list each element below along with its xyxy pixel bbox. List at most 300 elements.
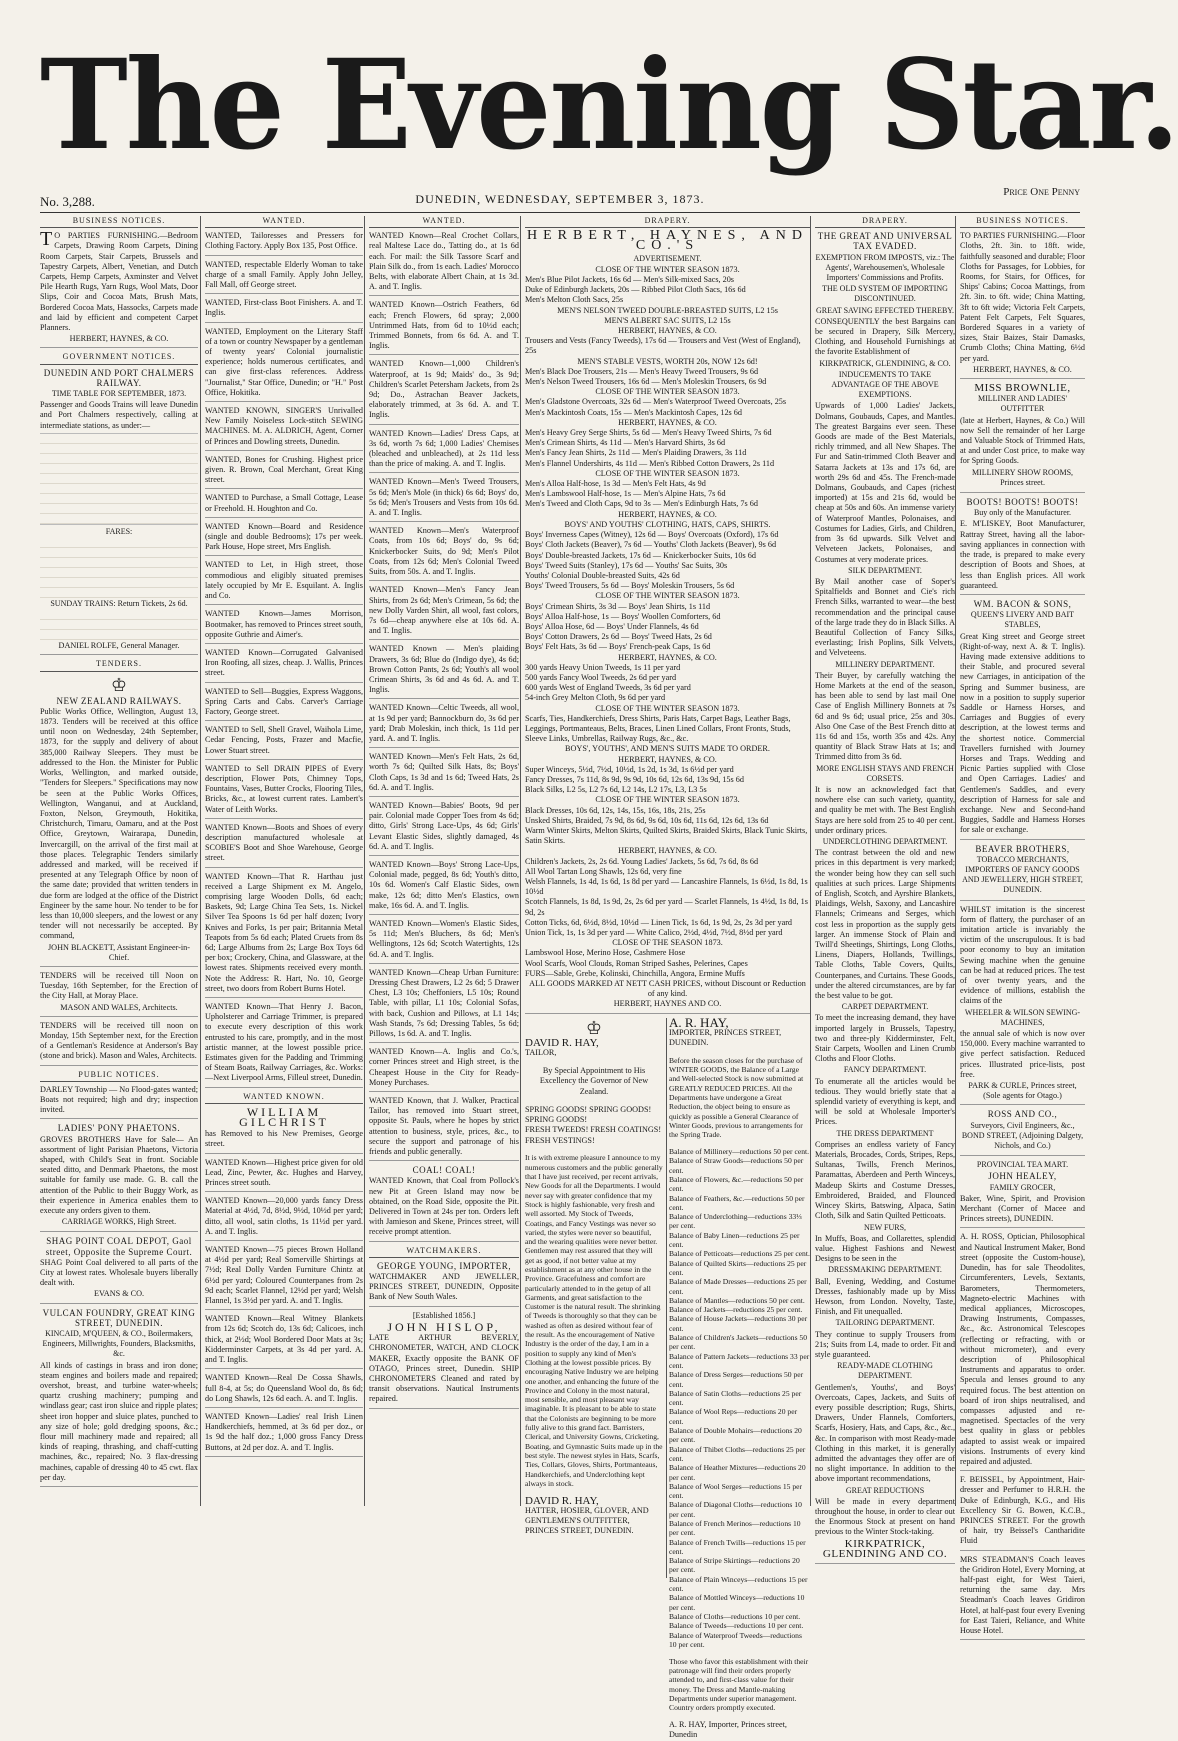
price-line: Men's Black Doe Trousers, 21s — Men's Heavy Tweed Trousers, 9s 6d — [525, 366, 759, 376]
price-line: Scarfs, Ties, Handkerchiefs, Dress Shirts, Paris Hats, Carpet Bags, Leather Bags, Leggings, Portmanteaus, Belts, Braces, Linen Lined Collars, Front Fronts, Studs, Sleeve Links, Umbrellas, Railway Rugs, &c., &c. — [525, 713, 791, 744]
price-line: Boys' Felt Hats, 3s 6d — Boys' French-peak Caps, 1s 6d — [525, 642, 711, 652]
ad-heading: THE GREAT AND UNIVERSAL TAX EVADED. — [817, 231, 953, 252]
ad-text: E. M'LISKEY, Boot Manufacturer, Rattray Street, having all the labor-saving appliances in connection with the trade, is prepared to make every description of Boots and Shoes, at less than English prices. All work guaranteed. — [960, 519, 1085, 590]
price-line: Men's Blue Pilot Jackets, 16s 6d — Men's Silk-mixed Sacs, 20s — [525, 275, 734, 285]
columns — [40, 216, 1085, 1740]
dept-heading: MILLINERY DEPARTMENT. — [835, 659, 935, 669]
price-line: FURS—Sable, Grebe, Kolinski, Chinchilla, Angora, Ermine Muffs — [525, 968, 745, 978]
reduction-line: Balance of Millinery—reductions 50 per cent. — [669, 1147, 810, 1157]
ad-text: WANTED to Purchase, a Small Cottage, Lease or Freehold. H. Houghton and Co. — [205, 493, 363, 513]
price-line: 500 yards Fancy Wool Tweeds, 2s 6d per yard — [525, 672, 677, 682]
ad-george-young — [369, 1261, 519, 1307]
price-line: Children's Jackets, 2s, 2s 6d. Young Ladies' Jackets, 5s 6d, 7s 6d, 8s 6d — [525, 856, 759, 866]
ad-heading: GEORGE YOUNG, IMPORTER, — [376, 1260, 512, 1271]
dept-text: Ball, Evening, Wedding, and Costume Dresses, fashionably made up by Miss Hewson, from London. Novelty, Taste, Finish, and Fit unequalled. — [815, 1276, 955, 1317]
price-line: Boys' Cotton Drawers, 2s 6d — Boys' Tweed Hats, 2s 6d — [525, 632, 712, 642]
reduction-line: Balance of Underclothing—reductions 33⅓ per cent. — [669, 1212, 802, 1231]
ad-subheading: GREAT SAVING EFFECTED THEREBY. — [815, 305, 955, 315]
section-header: WATCHMAKERS. — [369, 1246, 519, 1258]
ad-text: WANTED Known—That R. Harthau just received a Large Shipment ex M. Angelo, comprising large Wooden Dolls, 6d each; Baskets, 9d; Large China Tea Sets, 1s. Nickel Silver Tea Spoons 1s 6d per half dozen; Ivory Knives and Forks, 1s per pair; Britannia Metal Teapots from 5s 6d each; Plated Cruets from 8s 6d; Large Albums from 2s; Large Box Toys 6d per box; Crockery, China, and Glassware, at the lowest rates. Shipments received every month. Note the Address: R. Hart, No. 10, George street, two doors from Robert Burns Hotel. — [205, 871, 363, 993]
ad-text: WANTED Known, that Coal from Pollock's new Pit at Green Island may now be obtained, on the Road Side, opposite the Pit. Delivered in Town at 24s per ton. Orders left with Jamieson and Skene, Princes street, will receive prompt attention. — [369, 1176, 519, 1237]
dept-heading: DRESSMAKING DEPARTMENT. — [828, 1265, 942, 1275]
ad-text: WANTED Known—Real Crochet Collars, real Maltese Lace do., Tatting do., at 1s 6d each. For mail: the Silk Tassore Scarf and Plain Silk do., from 1s each. Ladies' Morocco Belts, with elaborate Albert Chain, at 1s 3d. A. and T. Inglis. — [369, 231, 519, 292]
ad-wanted — [205, 687, 363, 722]
reduction-line: Balance of Plain Winceys—reductions 15 per cent. — [669, 1574, 808, 1594]
ad-wanted — [369, 752, 519, 797]
reduction-line: Balance of Wool Serges—reductions 15 per cent. — [669, 1481, 803, 1501]
dept-text: To meet the increasing demand, they have imported largely in Brussels, Tapestry, two and three-ply Kidderminster, Felt, Stair Carpets, Woollen and Linen Crumb Cloths and Floor Cloths. — [815, 1013, 955, 1064]
price-line: MEN'S NELSON TWEED DOUBLE-BREASTED SUITS, L2 15s — [557, 305, 778, 315]
ad-text: WANTED Known—Babies' Boots, 9d per pair. Colonial made Copper Toes from 4s 6d; ditto, Girls' Strong Lace-Ups, 4s 6d; Girls' Levant Elastic Sides, slightly damaged, 4s 6d. A. and T. Inglis. — [369, 800, 519, 851]
reduction-line: Balance of Tweeds—reductions 10 per cent. — [669, 1621, 804, 1631]
ad-wanted — [369, 860, 519, 915]
price-line: CLOSE OF THE WINTER SEASON 1873. — [595, 591, 740, 601]
ad-beaver-brothers — [960, 844, 1085, 901]
reduction-line: Balance of Children's Jackets—reductions 50 per cent. — [669, 1333, 808, 1352]
ad-text: WANTED Known—20,000 yards fancy Dress Material at 4½d, 7d, 8½d, 9½d, 10½d per yard; ditto, all wool, satin cloths, 1s 11½d per yard. A. and T. Inglis. — [205, 1196, 363, 1236]
ad-heading: JOHN HISLOP, — [387, 1319, 501, 1334]
price-line: Duke of Edinburgh Jackets, 20s — Ribbed Pilot Cloth Sacs, 16s 6d — [525, 285, 746, 295]
reduction-line: Balance of Stripe Skirtings—reductions 20 per cent. — [669, 1556, 800, 1575]
price-line: Men's Fancy Jean Shirts, 2s 11d — Men's Plaiding Drawers, 3s 11d — [525, 448, 747, 458]
price-line: Boys' Tweed Trousers, 5s 6d — Boys' Moleskin Trousers, 5s 6d — [525, 581, 735, 591]
ad-wanted — [205, 1412, 363, 1457]
ad-subheading: TIME TABLE FOR SEPTEMBER, 1873. — [51, 389, 187, 399]
dept-heading: CARPET DEPARTMENT. — [841, 1002, 929, 1012]
price-line: HERBERT, HAYNES, & CO. — [618, 417, 717, 427]
issue-number: No. 3,288. — [40, 194, 95, 209]
price-line: Warm Winter Skirts, Melton Skirts, Quilted Skirts, Braided Skirts, Black Tunic Skirts, Satin Skirts. — [525, 825, 808, 846]
ad-bacon-stables — [960, 599, 1085, 840]
column-3 — [364, 216, 519, 1506]
ad-wanted — [369, 585, 519, 640]
price-line: HERBERT, HAYNES, & CO. — [618, 652, 717, 662]
ad-residence-tender — [40, 1021, 198, 1066]
ad-optician — [960, 1232, 1085, 1471]
ad-wanted — [205, 764, 363, 819]
ad-text: WANTED to Let, in High street, those commodious and eligibly situated premises lately occupied by Mr E. Esquilant. A. Inglis and Co. — [205, 560, 363, 601]
price-line: HERBERT, HAYNES AND CO. — [613, 999, 722, 1009]
price-line: Union Tick, 1s, 1s 3d per yard — White Calico, 2½d, 4½d, 7½d, 8½d per yard — [525, 928, 783, 938]
price-line: Men's Heavy Grey Serge Shirts, 5s 6d — Men's Heavy Tweed Shirts, 7s 6d — [525, 428, 772, 438]
ad-text: WANTED Known, that J. Walker, Practical Tailor, has removed into Stuart street, opposite St. Pauls, where he hopes by strict attention to business, style, prices, &c., to secure the support and patronage of his friends and public generally. — [369, 1096, 519, 1157]
ad-subheading: THE OLD SYSTEM OF IMPORTING DISCONTINUED. — [822, 284, 948, 304]
column-header: DRAPERY. — [525, 216, 810, 228]
ad-text: (late at Herbert, Haynes, & Co.) Will now Sell the remainder of her Large and Valuable Stock of Trimmed Hats, at and under Cost price, to make way for Spring Goods. — [960, 415, 1085, 466]
timetable-grid — [40, 433, 198, 525]
reduction-line: Balance of Mantles—reductions 50 per cent. — [669, 1295, 805, 1305]
price-line: Fancy Dresses, 7s 11d, 8s 9d, 9s 9d, 10s 6d, 12s 6d, 13s 9d, 15s 6d — [525, 774, 744, 784]
price-line: Men's Tweed and Cloth Caps, 9d to 3s — Men's Edinburgh Hats, 7s 6d — [525, 499, 758, 509]
ad-wanted — [205, 231, 363, 255]
ad-subheading: MILLINERY SHOW ROOMS, Princes street. — [971, 467, 1074, 487]
ad-established: [Established 1856.] — [412, 1310, 476, 1320]
price-line: CLOSE OF THE WINTER SEASON 1873. — [595, 387, 740, 397]
ad-text: WANTED Known—Men's Tweed Trousers, 5s 6d; Men's Mole (in thick) 6s 6d; Boys' do, 5s 6d; Men's Trousers and Vests from 10s 6d. A. and T. Inglis. — [369, 477, 519, 518]
column-2 — [200, 216, 363, 1506]
price-line: Boys' Crimean Shirts, 3s 3d — Boys' Jean Shirts, 1s 11d — [525, 601, 711, 611]
ad-signature: A. R. HAY, Importer, Princes street, Dunedin — [669, 1720, 787, 1740]
ad-heading: HERBERT, HAYNES, AND CO.'S — [527, 228, 808, 254]
section-header: WANTED KNOWN. — [205, 1092, 363, 1104]
ad-wanted — [369, 429, 519, 474]
dept-heading: TAILORING DEPARTMENT. — [835, 1318, 935, 1328]
ad-text: Public Works Office, Wellington, August 13, 1873. Tenders will be received at this office until noon on Wednesday, 24th September, 1873, for the supply and delivery of about 385,000 Railway Sleepers. They must be addressed to the Hon. the Minister for Public Works, Wellington, and marked outside, "Tenders for Sleepers." Specifications may now be seen at the Public Works Offices, Wellington, Wanganui, and at Auckland, Foxton, Nelson, Greymouth, Hokitika, Christchurch, Timaru, Oamaru, and at the Post Office, Greytown, Wairarapa, Dunedin, Invercargill, on the arrival of the first mail at those places. Telegraphic Tenders similarly addressed and marked, will be received if presented at any Telegraph Office by noon of the same date; provided that written tenders in due form are lodged at the office of the District Engineer by the same hour. No tender to be for less than 10,000 sleepers, and the lowest or any tender will not necessarily be accepted. By command, — [40, 706, 198, 941]
reduction-line: Balance of Double Mohairs—reductions 20 per cent. — [669, 1426, 802, 1445]
ad-heading: DUNEDIN AND PORT CHALMERS RAILWAY. — [43, 367, 195, 388]
reduction-line: Balance of Baby Linen—reductions 25 per cent. — [669, 1230, 800, 1250]
ad-heading: WM. BACON & SONS, — [973, 598, 1072, 609]
price-line: All Wool Tartan Long Shawls, 12s 6d, very fine — [525, 866, 682, 876]
ad-gilchrist — [205, 1104, 363, 1154]
column-4 — [520, 216, 810, 1740]
price-list — [525, 265, 810, 1010]
price-line: CLOSE OF THE WINTER SEASON 1873. — [595, 468, 740, 478]
ad-text: has Removed to his New Premises, George street. — [205, 1129, 363, 1149]
price-line: MEN'S ALBERT SAC SUITS, L2 15s — [604, 315, 731, 325]
ad-text: Great King street and George street (Right-of-way, next A. & T. Inglis). Having made extensive additions to their Stable, and procured several new Carriages, in anticipation of the Spring and Summer business, are now in a position to supply superior Saddle or Harness Horses, and Carriages and Buggies of every description, at the lowest terms and the shortest notice. Commercial Travellers furnished with Journey Horses and Traps. Wedding and Picnic Parties supplied with Close and Open Carriages. Ladies' and Gentlemen's Saddles, and every description of Harness for sale and exchange. New and Second-hand Buggies, Saddle and Harness Horses for sale or exchange. — [960, 631, 1085, 835]
ad-wanted — [205, 522, 363, 557]
ad-wanted — [369, 477, 519, 522]
ad-wanted — [205, 609, 363, 644]
ad-heading: WILLIAM GILCHRIST — [239, 1104, 329, 1130]
ad-wanted — [205, 455, 363, 490]
ad-subheading: INDUCEMENTS TO TAKE ADVANTAGE OF THE ABOVE EXEMPTIONS. — [831, 369, 939, 400]
ad-text: WANTED Known—Boots and Shoes of every description manufactured wholesale at SCOBIE'S Boot and Shoe Warehouse, George street. — [205, 822, 363, 863]
ad-steadman-coach — [960, 1555, 1085, 1641]
price-line: Lambswool Hose, Merino Hose, Cashmere Hose — [525, 948, 686, 958]
price-line: Boys' Alloa Hose, 6d — Boys' Under Flannels, 4s 6d — [525, 621, 699, 631]
ad-text: WANTED Known—Ladies' real Irish Linen Handkerchiefs, hemmed, at 3s 6d per doz., or 1s 9d the half doz.; 1,000 gross Fancy Dress Buttons, at 2d per doz. A. and T. Inglis. — [205, 1411, 363, 1452]
reduction-line: Balance of Wool Reps—reductions 20 per cent. — [669, 1407, 798, 1426]
ad-wanted — [205, 1196, 363, 1241]
ad-text: WANTED Known—Women's Elastic Sides, 5s 11d; Men's Bluchers, 8s 6d; Men's Wellingtons, 12s 6d; Scotch Watertights, 12s 6d. A. and T. Inglis. — [369, 918, 519, 959]
section-header: GOVERNMENT NOTICES. — [40, 352, 198, 364]
reduction-line: Balance of House Jackets—reductions 30 per cent. — [669, 1314, 808, 1333]
dept-text: In Muffs, Boas, and Collarettes, splendid value. Highest Fashions and Newest Designs to be seen in the — [815, 1233, 955, 1264]
price-line: Boys' Tweed Suits (Stanley), 17s 6d — Youths' Sac Suits, 30s — [525, 560, 728, 570]
ad-signature: MASON AND WALES, Architects. — [60, 1002, 178, 1012]
ad-heading: DAVID R. HAY, — [525, 1036, 599, 1049]
ad-wanted — [205, 725, 363, 760]
ad-heading: LADIES' PONY PHAETONS. — [57, 1123, 181, 1134]
price-line: Men's Flannel Undershirts, 4s 11d — Men's Ribbed Cotton Drawers, 2s 11d — [525, 458, 775, 468]
reduction-line: Balance of Thibet Cloths—reductions 25 per cent. — [669, 1444, 806, 1463]
reduction-line: Balance of French Merinos—reductions 10 per cent. — [669, 1518, 801, 1538]
dept-heading: THE DRESS DEPARTMENT — [836, 1128, 934, 1138]
reduction-line: Balance of Cloths—reductions 10 per cent. — [669, 1611, 801, 1621]
ad-heading: VULCAN FOUNDRY, GREAT KING STREET, DUNEDIN. — [42, 1307, 196, 1328]
ad-text: CONSEQUENTLY the best Bargains can be secured in Drapery, Silk Mercery, Clothing, and Household Furnishings at the favorite Establishment of — [815, 316, 955, 357]
ad-wanted — [205, 872, 363, 998]
ad-text: F. BEISSEL, by Appointment, Hair-dresser and Perfumer to H.R.H. the Duke of Edinburgh, K.G., and His Excellency Sir G. Bowen, K.C.B., PRINCES STREET. For the growth of hair, try Beissel's Cantharidite Fluid — [960, 1475, 1085, 1546]
price-line: Scotch Flannels, 1s 8d, 1s 9d, 2s, 2s 6d per yard — Scarlet Flannels, 1s 4½d, 1s 8d, 1s 9d, 2s — [525, 897, 808, 917]
ad-heading: SHAG POINT COAL DEPOT, Gaol street, Opposite the Supreme Court. — [45, 1236, 193, 1257]
reduction-line: Balance of Heather Mixtures—reductions 20 per cent. — [669, 1463, 806, 1482]
masthead — [40, 30, 1178, 180]
ad-wanted — [205, 560, 363, 605]
ad-subheading: CARRIAGE WORKS, High Street. — [61, 1217, 177, 1227]
ad-text: WANTED Known—Cheap Urban Furniture: Dressing Chest Drawers, L2 2s 6d; 5 Drawer Chest, L3 10s; Cheffoniers, L5 10s; Round Table, with pillar, L1 10s; Colonial Sofas, with back, Cushion and Pillows, at L1 14s; Wash Stands, 7s 6d; Dressing Tables, 5s 6d; Pillows, 1s 6d. A. and T. Inglis. — [369, 967, 519, 1039]
ad-wanted — [369, 300, 519, 355]
ad-text: DARLEY Township — No Flood-gates wanted; Boats not required; high and dry; inspection invited. — [40, 1084, 198, 1115]
price-line: BOYS', YOUTHS', AND MEN'S SUITS MADE TO ORDER. — [565, 744, 770, 754]
ad-vulcan-foundry — [40, 1308, 198, 1487]
ad-wanted — [205, 1314, 363, 1369]
dept-heading: SILK DEPARTMENT. — [848, 565, 922, 575]
price-line: HERBERT, HAYNES, & CO. — [618, 754, 717, 764]
price-line: Trousers and Vests (Fancy Tweeds), 17s 6d — Trousers and Vest (West of England), 25s — [525, 336, 801, 356]
ad-signature: KIRKPATRICK, GLENDINING AND CO. — [822, 1537, 948, 1560]
dept-text: Gentlemen's, Youths', and Boys' Overcoats, Capes, Jackets, and Suits of every possible description; Rugs, Shirts, Drawers, Under Flannels, Comforters, Scarfs, Hosiery, Hats, and Caps, &c., &c., &c. In comparison with most Ready-made Clothing in this market, it is generally admitted the advantages they offer are of no slight importance. In addition to the above important recommendations, — [815, 1382, 955, 1484]
ad-body: It is with extreme pleasure I announce to my numerous customers and the public generally that I have just received, per recent arrivals, New Goods for all the Departments. I would never say with greater confidence that my Stock is highly fashionable, very fresh and well assorted. My Stock of Tweeds, Coatings, and Fancy Vestings was never so varied, the styles were never so beautiful, and the wearing qualities were never better. Gentlemen may rest assured that they will get as good, if not better value at my establishment as at any other house in the Province. Gracefulness and comfort are particularly attended to in the getup of all Garments, and great satisfaction to the Customer is the natural result. The shrinking of Tweeds is thoroughly so that they can be washed as often as desired without fear of the result. As the encouragement of Native Industry is the order of the day, I am in a position to supply any kind of Men's Clothing at the lowest possible prices. By encouraging Native Industry we are helping one another, and enhancing the future of the Province and Colony in the most natural, most sensible, and most pleasant way imaginable. It is pleasant to be able to state that the Colonists are beginning to be more fully alive to this grand fact. Barristers, Clerical, and University Gowns, Cricketing, Boating, and Gymnastic Suits made up in the best style. The newest styles in Hats, Scarfs, Ties, Collars, Gloves, Shirts, Portmanteaus, Handkerchiefs, and Underclothing kept always in stock. — [525, 1153, 663, 1488]
ad-david-hay-tailor — [525, 1018, 667, 1578]
ad-text: WANTED Known—Men's Fancy Jean Shirts, from 2s 6d; Men's Crimean, 5s 6d; the new Dolly Varden Shirt, all wool, fast colors, 7s 6d—cheap anywhere else at 10s 6d. A. and T. Inglis. — [369, 585, 519, 636]
column-6 — [955, 216, 1085, 1635]
ad-text: WANTED Known—Board and Residence (single and double Bedrooms); 17s per week. Park House, Hope street, Mrs English. — [205, 521, 363, 552]
dept-heading: NEW FURS, — [863, 1222, 907, 1232]
price-line: CLOSE OF THE SEASON 1873. — [612, 938, 723, 948]
reduction-line: Balance of Pattern Jackets—reductions 33 per cent. — [669, 1351, 810, 1370]
ad-text: TO PARTIES FURNISHING.—Floor Cloths, 2ft. 3in. to 18ft. wide, faithfully seasoned and durable; Floor Cloths for Passages, for Lobbies, for Rooms, for Stairs, for Offices, for Ships' Cabins; Cocoa Mattings, from 2ft. 3in. to 6ft. wide; China Matting, 3ft to 6ft wide; Victoria Felt Carpets, Patent Felt Carpets, Felt Squares, Bordered Squares in a variety of sizes, Stair Baizes, Stair Damasks, Crumb Cloths; China Matting, 6½d per yard. — [960, 231, 1085, 363]
ad-wanted — [205, 823, 363, 868]
price-line: Men's Melton Cloth Sacs, 25s — [525, 295, 624, 305]
ad-text: WATCHMAKER AND JEWELLER, PRINCES STREET, DUNEDIN, Opposite Bank of New South Wales. — [369, 1272, 519, 1302]
dept-text: They continue to supply Trousers from 21s; Suits from L4, made to order. Fit and style guaranteed. — [815, 1329, 955, 1359]
ad-signature: JOHN BLACKETT, Assistant Engineer-in-Chief. — [47, 942, 191, 962]
reduction-line: Balance of Waterproof Tweeds—reductions 10 per cent. — [669, 1630, 802, 1649]
ad-text: WANTED Known—Corrugated Galvanised Iron Roofing, all sizes, cheap. J. Wallis, Princes street. — [205, 647, 363, 678]
price-line: 54-inch Grey Melton Cloth, 9s 6d per yard — [525, 693, 666, 703]
price-line: HERBERT, HAYNES, & CO. — [618, 326, 717, 336]
price-line: Unsked Shirts, Braided, 7s 9d, 8s 6d, 9s 6d, 10s 6d, 11s 6d, 12s 6d, 13s 6d — [525, 815, 769, 825]
ad-text: TO PARTIES FURNISHING.—Bedroom Carpets, Drawing Room Carpets, Dining Room Carpets, Stair Carpets, Brussels and Tapestry Carpets, Albert, Venetian, and Dutch Carpets, Hemp Carpets, Axminster and Velvet Pile Hearth Rugs, Yarn Rugs, Wool Mats, Door Slips, Coir and Cocoa Mats, Brush Mats, Bordered Cocoa Mats, Hassocks, Carpets made and laid by efficient and competent Carpet Planners. — [40, 228, 198, 333]
ad-text: Before the season closes for the purchase of WINTER GOODS, the Balance of a Large and Well-selected Stock is now submitted at GREATLY REDUCED PRICES. All the Departments have undergone a Great Reduction, the object being to ensure as quickly as possible a General Clearance of Winter Goods, previous to arrangements for the Spring Trade. — [669, 1055, 804, 1140]
ad-wanted — [205, 298, 363, 322]
dept-text: Their Buyer, by carefully watching the Home Markets at the end of the season, has been able to send by last mail One Case of English Millinery Bonnets at 7s 6d and 9s 6d; usual price, 25s and 30s. Also One Case of the Best French ditto at 11s 6d and 15s, worth 35s and 42s. Any quantity of Black Straw Hats at 1s; and Trimmed ditto from 3s 6d. — [815, 670, 955, 762]
ad-wanted — [205, 1373, 363, 1408]
price-line: Wool Scarfs, Wool Clouds, Roman Striped Sashes, Pelerines, Capes — [525, 958, 748, 968]
ad-wanted — [369, 801, 519, 856]
ad-subheading: KINCAID, M'QUEEN, & CO., Boilermakers, Engineers, Millwrights, Founders, Blacksmiths, &c. — [42, 1329, 196, 1359]
ad-wanted — [369, 359, 519, 424]
ad-wanted — [205, 327, 363, 402]
ad-wanted — [205, 493, 363, 517]
price-line: BOYS' AND YOUTHS' CLOTHING, HATS, CAPS, SHIRTS. — [564, 519, 771, 529]
reduction-line: Balance of Feathers, &c.—reductions 50 per cent. — [669, 1193, 805, 1212]
ad-wanted — [205, 1245, 363, 1310]
ad-text: LATE ARTHUR BEVERLY, CHRONOMETER, WATCH, AND CLOCK MAKER, Exactly opposite the BANK OF OTAGO, Princes street, Dunedin. SHIP CHRONOMETERS Cleaned and rated by transit observations. Nautical Instruments repaired. — [369, 1333, 519, 1404]
ad-wanted — [205, 648, 363, 683]
ad-floor-cloths — [960, 231, 1085, 379]
ad-darley — [40, 1085, 198, 1120]
ad-signature: HERBERT, HAYNES, & CO. — [973, 364, 1072, 374]
ad-city-hall-tender — [40, 971, 198, 1017]
ad-text: TENDERS will be received till Noon on Tuesday, 16th September, for the Erection of the City Hall, at Moray Place. — [40, 970, 198, 1001]
reduction-line: Balance of Satin Cloths—reductions 25 per cent. — [669, 1388, 802, 1408]
ad-text: WANTED, Tailoresses and Pressers for Clothing Factory. Apply Box 135, Post Office. — [205, 231, 363, 251]
ad-coal-depot — [40, 1236, 198, 1303]
price-line: CLOSE OF THE WINTER SEASON 1873. — [595, 795, 740, 805]
ad-wanted — [369, 644, 519, 699]
ad-ar-hay — [669, 1014, 810, 1740]
ad-phaetons — [40, 1123, 198, 1232]
price-line: 600 yards West of England Tweeds, 3s 6d per yard — [525, 683, 691, 693]
price-line: Black Silks, L2 5s, L2 7s 6d, L2 14s, L2 17s, L3, L3 5s — [525, 785, 707, 795]
price-line: Men's Mackintosh Coats, 15s — Men's Mackintosh Capes, 12s 6d — [525, 407, 742, 417]
ad-subheading: TAILOR, — [525, 1047, 557, 1057]
ad-subheading: IMPORTER, PRINCES STREET, DUNEDIN. — [669, 1027, 782, 1048]
column-header: BUSINESS NOTICES. — [960, 216, 1085, 228]
column-5 — [810, 216, 955, 1560]
ad-subheading: EXEMPTION FROM IMPOSTS, viz.: The Agents', Warehousemen's, Wholesale Importers' Commissions and Profits. — [815, 252, 955, 283]
reduction-line: Balance of Jackets—reductions 25 per cent. — [669, 1305, 803, 1315]
ad-heading: BEAVER BROTHERS, — [975, 843, 1070, 854]
ad-beissel — [960, 1475, 1085, 1550]
reduction-line: Balance of Made Dresses—reductions 25 per cent. — [669, 1277, 807, 1296]
ad-heading: A. R. HAY, — [669, 1014, 729, 1030]
ad-text: WANTED Known — Men's plaiding Drawers, 3s 6d; Blue do (Indigo dye), 4s 6d; Brown Cotton Pants, 2s 6d; Youth's all wool Crimean Shirts, 3s 6d and 4s 6d. A. and T. Inglis. — [369, 644, 519, 695]
price-line: Youths' Colonial Double-breasted Suits, 42s 6d — [525, 570, 680, 580]
column-header: DRAPERY. — [815, 216, 955, 228]
price-line: CLOSE OF THE WINTER SEASON 1873. — [595, 264, 740, 274]
reduction-line: Balance of Petticoats—reductions 25 per cent. — [669, 1249, 810, 1259]
ad-subheading: Surveyors, Civil Engineers, &c., BOND STREET, (Adjoining Dalgety, Nichols, and Co.) — [961, 1120, 1084, 1151]
ad-text: WANTED to Sell, Shell Gravel, Waihola Lime, Cedar Fencing, Posts, Frazer and Macfie, Lower Stuart street. — [205, 725, 363, 755]
ad-text: WANTED Known—Highest price given for old Lead, Zinc, Pewter, &c. Hughes and Harvey, Princes street south. — [205, 1157, 363, 1188]
dept-heading: MORE ENGLISH STAYS AND FRENCH CORSETS. — [816, 763, 954, 783]
ad-wanted — [369, 1096, 519, 1161]
reduction-line: Balance of Mottled Winceys—reductions 10 per cent. — [669, 1593, 805, 1612]
royal-crest-icon: ♔ — [585, 1017, 603, 1038]
ad-subheading: MILLINER AND LADIES' OUTFITTER — [978, 394, 1067, 414]
ad-coal — [369, 1165, 519, 1241]
reduction-line: Balance of Quilted Skirts—reductions 25 per cent. — [669, 1258, 807, 1277]
price-line: Men's Lambswool Half-hose, 1s — Men's Alpine Hats, 7s 6d — [525, 489, 726, 499]
dept-heading: READY-MADE CLOTHING DEPARTMENT. — [837, 1361, 933, 1381]
ad-text: WANTED Known—Ostrich Feathers, 6d each; French Flowers, 6d spray; 2,000 Untrimmed Hats, from 6d to 10½d each; Trimmed Bonnets, from 6s 6d. A. and T. Inglis. — [369, 300, 519, 351]
ad-text: WHILST imitation is the sincerest form of flattery, the purchaser of an imitation article is invariably the victim of the unscrupulous. It is bad poor economy to buy an imitation Sewing machine when the genuine can be had at reduced prices. The test of over twenty years, and the evidence of millions, establish the claims of the — [960, 904, 1085, 1006]
ad-heading: COAL! COAL! — [412, 1165, 476, 1176]
ad-text: WANTED Known—Real De Cossa Shawls, full 8-4, at 5s; do Queensland Wool do, 8s 6d; do Long Shawls, 12s 6d each. A. and T. Inglis. — [205, 1373, 363, 1403]
ad-subheading: FAMILY GROCER, — [989, 1182, 1056, 1192]
ad-section-title: PROVINCIAL TEA MART. — [976, 1160, 1069, 1170]
ad-text: WANTED Known—James Morrison, Bootmaker, has removed to Princes street south, opposite Guthrie and Aimer's. — [205, 609, 363, 639]
ad-ross-co — [960, 1109, 1085, 1156]
ad-wanted — [369, 526, 519, 581]
ad-john-healey — [960, 1160, 1085, 1228]
ad-carpets — [40, 228, 198, 348]
price-line: Boys' Inverness Capes (Witney), 12s 6d — Boys' Overcoats (Oxford), 17s 6d — [525, 530, 779, 540]
ad-kirkpatrick — [815, 231, 955, 1564]
ad-wanted — [369, 703, 519, 748]
reduction-line: Balance of Diagonal Cloths—reductions 10 per cent. — [669, 1500, 802, 1519]
price-line: Cotton Ticks, 6d, 6½d, 8½d, 10½d — Linen Tick, 1s 6d, 1s 9d, 2s, 2s 3d per yard — [525, 917, 793, 927]
ad-text: WANTED Known—75 pieces Brown Holland at 4½d per yard; Real Somerville Shirtings at 7½d; Real Dolly Varden Furniture Chintz at 6½d per yard; Coloured Counterpanes from 2s 9d each; Scarlet Flannel, 12½d per yard; Welsh Flannel, 1s 3½d per yard. A. and T. Inglis. — [205, 1245, 363, 1306]
ad-text: By Special Appointment to His Excellency the Governor of New Zealand. — [539, 1066, 649, 1096]
dept-text: The contrast between the old and new prices in this department is very marked; the wonder being how they can sell such qualities at such prices. Large Shipments of English, Scotch, and Ayrshire Blankets, Plaidings, Welsh, Saxony, and Lancashire Flannels; Crimeans and Serges, which cost less in proportion as the supply gets larger. An immense Stock of Plain and Twill'd Sheetings, Shirtings, Long Cloths, Linens, Diapers, Hollands, Twillings, Table Cloths, Table Covers, Quilts, Counterpanes, and Curtains. These Goods, under the altered circumstances, are by far the best value to be got. — [815, 848, 955, 1001]
ad-text: WANTED to Sell—Buggies, Express Waggons, Spring Carts and Cabs. Carver's Carriage Factory, George street. — [205, 686, 363, 716]
price-line: Black Dresses, 10s 6d, 12s, 14s, 15s, 16s, 18s, 21s, 25s — [525, 805, 706, 815]
ad-text: WANTED Known—Ladies' Dress Caps, at 3s 6d, worth 7s 6d; 1,000 Ladies' Chemises (bleached and unbleached), at 2s 11d less than the price of making. A. and T. Inglis. — [369, 428, 519, 469]
ad-wanted — [369, 231, 519, 296]
price-line: CLOSE OF THE WINTER SEASON 1873. — [595, 703, 740, 713]
ad-body: Upwards of 1,000 Ladies' Jackets, Dolmans, Goubauds, Capes, and Mantles. The greatest Bargains ever seen. These Goods are made of the Best Materials, richly trimmed, and all New Shapes. The Fur and Satin-trimmed Cloth Beaver and Satarra Jackets at 13s and 17s 6d, are worth 29s 6d and 45s. The French-made Dolmans, Goubauds, and Capes (richest imported) at 15s and 21s 6d, would be cheap at 50s and 60s. An immense variety of Waterproof Mantles, Polonaises, and Costumes for Ladies, Girls, and Children, from 3s 6d upwards. Silk Velvet and Velveteen Jackets, Polonaises, and Costumes at very moderate prices. — [815, 401, 955, 564]
ad-nz-railways — [40, 675, 198, 967]
ad-railway-timetable — [40, 368, 198, 656]
ad-text: WANTED, Employment on the Literary Staff of a town or country Newspaper by a gentleman of twenty years' Colonial journalistic experience; holds numerous certificates, and can give first-class references. Address "Journalist," Star Office, Dunedin; or "H." Post Office, Hokitika. — [205, 326, 363, 397]
ad-text: WANTED Known—Men's Felt Hats, 2s 6d, worth 7s 6d; Quilted Silk Hats, 8s; Boys' Cloth Caps, 1s 3d and 1s 6d; Tweed Hats, 2s 6d. A. and T. Inglis. — [369, 752, 519, 792]
ad-subheading: TOBACCO MERCHANTS, IMPORTERS OF FANCY GOODS AND JEWELLERY, HIGH STREET, DUNEDIN. — [962, 854, 1083, 895]
ad-text: WANTED Known—Boys' Strong Lace-Ups, Colonial made, pegged, 8s 6d; Youth's ditto, 10s 6d. Women's Calf Elastic Sides, own make, 12s 6d; ditto Men's Elastics, own make, 16s 6d. A. and T. Inglis. — [369, 859, 519, 910]
price-line: 300 yards Heavy Union Tweeds, 1s 11 per yard — [525, 662, 681, 672]
ad-subheading: ADVERTISEMENT. — [633, 253, 702, 263]
lower-split — [525, 1014, 810, 1740]
ad-subheading: SPRING GOODS! SPRING GOODS! SPRING GOODS! — [525, 1105, 652, 1125]
ad-text: A. H. ROSS, Optician, Philosophical and Nautical Instrument Maker, Bond street (opposite the Custom-house), Dunedin, has for sale Theodolites, Circumferenters, Levels, Sextants, Barometers, Thermometers, Magneto-electric Machines with medical appliances, Microscopes, Drawing Instruments, Compasses, &c., &c. Astronomical Telescopes (reflecting or refracting, with or without micrometer), and every description of Philosophical Instruments and apparatus to order. Specula and lenses ground to any required focus. The best attention on board of iron ships neutralised, and compasses adjusted and re-magnetised. Spectacles of the very best quality in glass or pebbles adapted to assist weak or impaired visions. Instruments of every kind repaired and adjusted. — [960, 1232, 1085, 1466]
ad-wanted — [369, 1047, 519, 1092]
ad-body: the annual sale of which is now over 150,000. Every machine warranted to give perfect satisfaction. Reduced prices. Illustrated price-lists, post free. — [960, 1029, 1085, 1079]
reduction-line: Balance of Straw Goods—reductions 50 per cent. — [669, 1156, 804, 1175]
dept-heading: FANCY DEPARTMENT. — [843, 1065, 927, 1075]
ad-heading: BOOTS! BOOTS! BOOTS! — [966, 497, 1079, 508]
ad-text: WANTED Known—That Henry J. Bacon, Upholsterer and Carriage Trimmer, is prepared to execute every description of this work entrusted to his care, promptly, and in the most artistic manner, at the lowest possible price. Estimates given for the Padding and Trimming of Steam Boats, Railway Carriages, &c. Works:—Next Liverpool Arms, Filleul street, Dunedin. — [205, 1002, 363, 1083]
ad-text: WANTED Known—A. Inglis and Co.'s, corner Princes street and High street, is the Cheapest House in the City for Ready-Money Purchases. — [369, 1047, 519, 1087]
column-header: BUSINESS NOTICES. — [40, 216, 198, 228]
ad-text: TENDERS will be received till noon on Monday, 15th September next, for the Erection of a Gentleman's Residence at Anderson's Bay (stone and brick). Mason and Wales, Architects. — [40, 1020, 198, 1061]
ad-wanted — [205, 406, 363, 451]
price-line: HERBERT, HAYNES, & CO. — [618, 509, 717, 519]
ad-subheading: Buy only of the Manufacturer. — [973, 508, 1072, 518]
ad-wanted — [205, 1002, 363, 1088]
ad-wanted — [205, 260, 363, 295]
ad-wanted — [369, 919, 519, 964]
ad-heading: NEW ZEALAND RAILWAYS. — [56, 695, 182, 706]
ad-footer: HATTER, HOSIER, GLOVER, AND GENTLEMEN'S OUTFITTER, PRINCES STREET, DUNEDIN. — [525, 1505, 649, 1536]
price-line: Boys' Cloth Jackets (Beaver), 7s 6d — Youths' Cloth Jackets (Beaver), 9s 6d — [525, 540, 777, 550]
issue-date: DUNEDIN, WEDNESDAY, SEPTEMBER 3, 1873. — [415, 192, 705, 206]
ad-wheeler-wilson — [960, 905, 1085, 1106]
dept-heading: UNDERCLOTHING DEPARTMENT. — [822, 836, 948, 846]
price-line: Welsh Flannels, 1s 4d, 1s 6d, 1s 8d per yard — Lancashire Flannels, 1s 6½d, 1s 8d, 1s 10½d — [525, 877, 808, 897]
ad-signature: DANIEL ROLFE, General Manager. — [58, 641, 180, 651]
price-line: Men's Gladstone Overcoats, 32s 6d — Men's Waterproof Tweed Overcoats, 25s — [525, 397, 787, 407]
ad-wanted — [205, 1158, 363, 1193]
price-line: Super Winceys, 5½d, 7½d, 10½d, 1s 2d, 1s 3d, 1s 6½d per yard — [525, 764, 734, 774]
dept-text: Will be made in every department throughout the house, in order to clear out the Enormous Stock at present on hand previous to the Winter Stock-taking. — [815, 1496, 955, 1537]
ad-miss-brownlie — [960, 383, 1085, 493]
price-line: Boys' Double-breasted Jackets, 17s 6d — Knickerbocker Suits, 10s 6d — [525, 550, 756, 560]
ad-text: Baker, Wine, Spirit, and Provision Merchant (Corner of Macee and Princes streets), DUNEDIN. — [960, 1193, 1085, 1224]
dept-text: It is now an acknowledged fact that nowhere else can such variety, quantity, and quality be met with. The Best English Stays are here sold from 25 to 40 per cent. under ordinary prices. — [815, 784, 955, 835]
column-header: WANTED. — [369, 216, 519, 228]
price-line: HERBERT, HAYNES, & CO. — [618, 846, 717, 856]
sunday-grid — [40, 610, 198, 640]
ad-signature: HERBERT, HAYNES, & CO. — [69, 334, 169, 344]
ad-heading: WHEELER & WILSON SEWING-MACHINES, — [964, 1007, 1081, 1027]
ad-signature: EVANS & CO. — [93, 1289, 145, 1299]
ad-heading: MISS BROWNLIE, — [974, 382, 1071, 395]
reduction-line: Balance of French Twills—reductions 15 per cent. — [669, 1537, 806, 1556]
ad-text: SHAG Point Coal delivered to all parts of the City at lowest rates. Wholesale buyers liberally dealt with. — [40, 1257, 198, 1288]
price-line: ALL GOODS MARKED AT NETT CASH PRICES, without Discount or Reduction of any kind. — [529, 979, 806, 999]
ad-text: WANTED Known—1,000 Children's Waterproof, at 1s 9d; Maids' do., 3s 9d; Children's Scarlet Petersham Jackets, from 2s 9d; Do., Astrachan Beaver Jackets, elaborately trimmed, at 3s 6d. A. and T. Inglis. — [369, 359, 519, 420]
firm-name: KIRKPATRICK, GLENDINING, & CO. — [819, 358, 951, 368]
section-header: PUBLIC NOTICES. — [40, 1070, 198, 1082]
column-header: WANTED. — [205, 216, 363, 228]
royal-crest-icon: ♔ — [110, 674, 128, 695]
dept-text: Comprises an endless variety of Fancy Materials, Brocades, Cords, Stripes, Reps, Sultanas, Twills, French Merinos, Paramattas, Aberdeen and Perth Winceys, Madeup Skirts and Costume Dresses, Embroidered, Braided, and Flounced Wincey Skirts, Batswing, Alpaca, Satin Cloth, Silk and Satin Quilted Petticoats. — [815, 1139, 955, 1221]
